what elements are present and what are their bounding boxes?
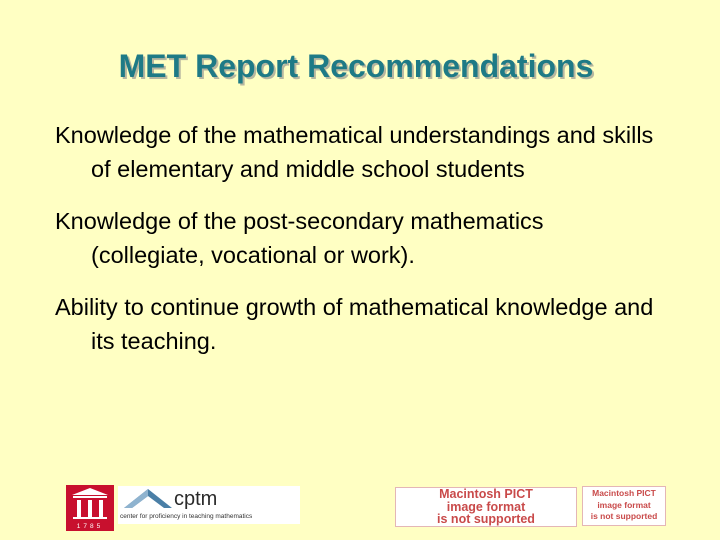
- placeholder-line: image format: [446, 499, 526, 514]
- placeholder-line: is not supported: [437, 512, 535, 526]
- slide-title: MET Report Recommendations: [118, 48, 594, 84]
- bullet-item: Ability to continue growth of mathematical knowledge and its teaching.: [55, 294, 654, 354]
- unsupported-image-placeholder: [582, 486, 666, 526]
- unsupported-image-placeholder: [395, 487, 577, 527]
- cptm-wordmark: cptm: [174, 488, 218, 510]
- cptm-subtitle: center for proficiency in teaching mathematics: [120, 513, 253, 520]
- placeholder-line: Macintosh PICT: [439, 487, 533, 501]
- bullet-item: Knowledge of the mathematical understandings and skills of elementary and middle school students: [55, 122, 654, 182]
- placeholder-line: Macintosh PICT: [592, 488, 656, 498]
- cptm-chevron-icon: [120, 486, 174, 512]
- bullet-item: Knowledge of the post-secondary mathematics (collegiate, vocational or work).: [55, 208, 544, 268]
- arch-columns-icon: [66, 485, 114, 531]
- bullet-list: [55, 118, 655, 376]
- placeholder-line: is not supported: [590, 511, 658, 521]
- cptm-logo: [118, 486, 300, 524]
- university-seal-logo: [66, 485, 114, 531]
- seal-year: 1785: [76, 523, 104, 530]
- placeholder-line: image format: [597, 499, 651, 510]
